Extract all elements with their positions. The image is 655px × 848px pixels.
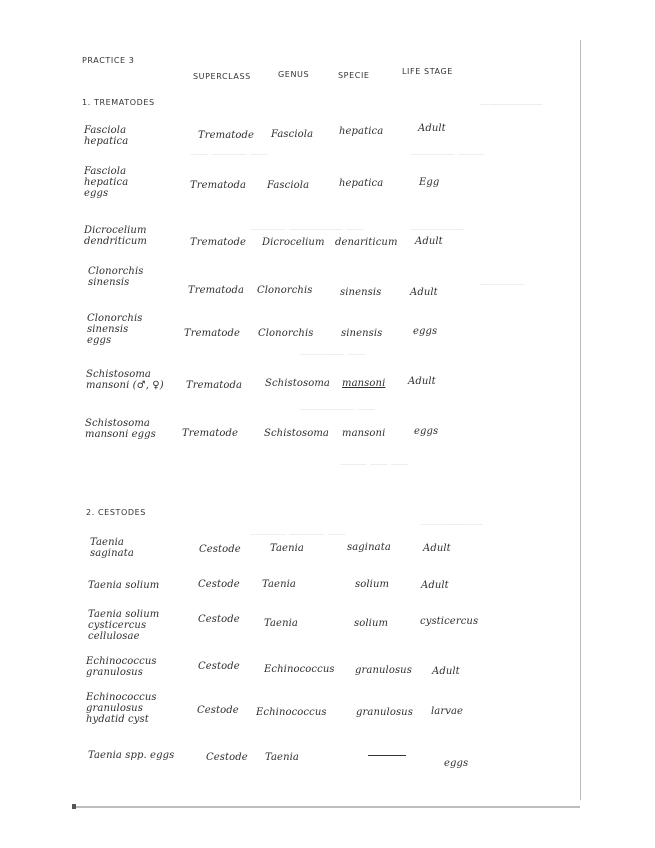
cell-superclass: Trematoda	[186, 380, 243, 391]
row-name: Echinococcus granulosus hydatid cyst	[86, 692, 157, 725]
cell-life-stage: Adult	[415, 236, 443, 247]
row-name: Clonorchis sinensis	[88, 266, 144, 288]
cell-specie: granulosus	[355, 665, 412, 676]
cell-life-stage: Adult	[418, 123, 446, 134]
cell-superclass: Trematode	[184, 328, 241, 339]
cell-genus: Dicrocelium	[262, 237, 325, 248]
column-header-genus: GENUS	[278, 70, 310, 79]
cell-genus: Fasciola	[271, 129, 314, 140]
row-name: Fasciola hepatica eggs	[84, 166, 129, 199]
scan-mark	[72, 804, 76, 809]
section-heading-trematodes: 1. TREMATODES	[82, 98, 155, 107]
row-name: Taenia spp. eggs	[88, 750, 175, 761]
cell-superclass: Cestode	[206, 752, 248, 763]
cell-life-stage: eggs	[444, 758, 469, 769]
blank-specie-dash	[368, 755, 406, 756]
cell-life-stage: Adult	[432, 666, 460, 677]
row-name: Fasciola hepatica	[84, 125, 129, 147]
row-name: Schistosoma mansoni (♂, ♀)	[86, 369, 164, 391]
cell-specie: denariticum	[335, 237, 398, 248]
cell-superclass: Cestode	[198, 661, 240, 672]
cell-specie: mansoni	[342, 378, 386, 389]
row-name: Dicrocelium dendriticum	[84, 225, 147, 247]
cell-life-stage: larvae	[431, 706, 464, 717]
cell-superclass: Cestode	[197, 705, 239, 716]
cell-life-stage: cysticercus	[420, 616, 479, 627]
cell-superclass: Cestode	[198, 614, 240, 625]
column-header-life-stage: LIFE STAGE	[402, 67, 453, 76]
cell-life-stage: Adult	[421, 580, 449, 591]
cell-specie: solium	[354, 618, 389, 629]
cell-specie: mansoni	[342, 428, 386, 439]
cell-specie: solium	[355, 579, 390, 590]
page-title: PRACTICE 3	[82, 56, 135, 65]
cell-life-stage: Adult	[423, 543, 451, 554]
cell-genus: Echinococcus	[264, 664, 335, 675]
cell-superclass: Trematode	[198, 130, 255, 141]
paper-edge	[580, 40, 581, 800]
cell-genus: Echinococcus	[256, 707, 327, 718]
cell-superclass: Trematode	[182, 428, 239, 439]
cell-genus: Taenia	[270, 543, 304, 554]
cell-superclass: Trematoda	[190, 180, 247, 191]
cell-specie: sinensis	[340, 287, 382, 298]
cell-specie: sinensis	[341, 328, 383, 339]
cell-superclass: Trematoda	[188, 285, 245, 296]
cell-life-stage: eggs	[413, 326, 438, 337]
cell-genus: Schistosoma	[264, 428, 329, 439]
cell-superclass: Cestode	[198, 579, 240, 590]
cell-specie: hepatica	[339, 126, 384, 137]
cell-genus: Fasciola	[267, 180, 310, 191]
cell-genus: Clonorchis	[258, 328, 314, 339]
column-header-superclass: SUPERCLASS	[193, 72, 251, 81]
cell-specie: granulosus	[356, 707, 413, 718]
cell-specie: hepatica	[339, 178, 384, 189]
row-name: Taenia solium	[88, 580, 160, 591]
cell-life-stage: eggs	[414, 426, 439, 437]
paper-edge	[74, 806, 580, 808]
row-name: Clonorchis sinensis eggs	[87, 313, 143, 346]
section-heading-cestodes: 2. CESTODES	[86, 508, 146, 517]
row-name: Taenia saginata	[90, 537, 134, 559]
row-name: Taenia solium cysticercus cellulosae	[88, 609, 160, 642]
document-page: ——————— ————— ——— —— ———— —— ———— —————— —— —————— ————— ————— —— —————— —— ——— —— —— ———— ———— —— ——————— PRACTICE 3 SUPERCLASS GENUS SPECIE LIFE STAGE 1. TREMATODES Fasciola hepatica Trematode Fasciola hepatica Adult Fasciola hepatica eggs Trematoda Fasciola hepatica Egg Dicrocelium dendriticum Trematode Dicrocelium denariticum Adult Clonorchis sinensis Trematoda Clonorchis sinensis Adult Clonorchis sinensis eggs Trematode Clonorchis sinensis eggs Schistosoma mansoni (♂, ♀) Trematoda Schistosoma mansoni Adult Schistosoma mansoni eggs Trematode Schistosoma mansoni eggs 2. CESTODES Taenia saginata Cestode Taenia saginata Adult Taenia solium Cestode Taenia solium Adult Taenia solium cysticercus cellulosae Cestode Taenia solium cysticercus Echinococcus granulosus Cestode Echinococcus granulosus Adult Echinococcus granulosus hydatid cyst Cestode Echinococcus granulosus larvae Taenia spp. eggs Cestode Taenia eggs	[0, 0, 655, 848]
cell-genus: Schistosoma	[265, 378, 330, 389]
cell-specie: saginata	[347, 542, 391, 553]
cell-superclass: Trematode	[190, 237, 247, 248]
row-name: Echinococcus granulosus	[86, 656, 157, 678]
cell-genus: Clonorchis	[257, 285, 313, 296]
row-name: Schistosoma mansoni eggs	[85, 418, 156, 440]
cell-life-stage: Egg	[419, 177, 440, 188]
column-header-specie: SPECIE	[338, 71, 370, 80]
cell-life-stage: Adult	[408, 376, 436, 387]
cell-life-stage: Adult	[410, 287, 438, 298]
cell-genus: Taenia	[265, 752, 299, 763]
cell-genus: Taenia	[264, 618, 298, 629]
cell-superclass: Cestode	[199, 544, 241, 555]
cell-genus: Taenia	[262, 579, 296, 590]
